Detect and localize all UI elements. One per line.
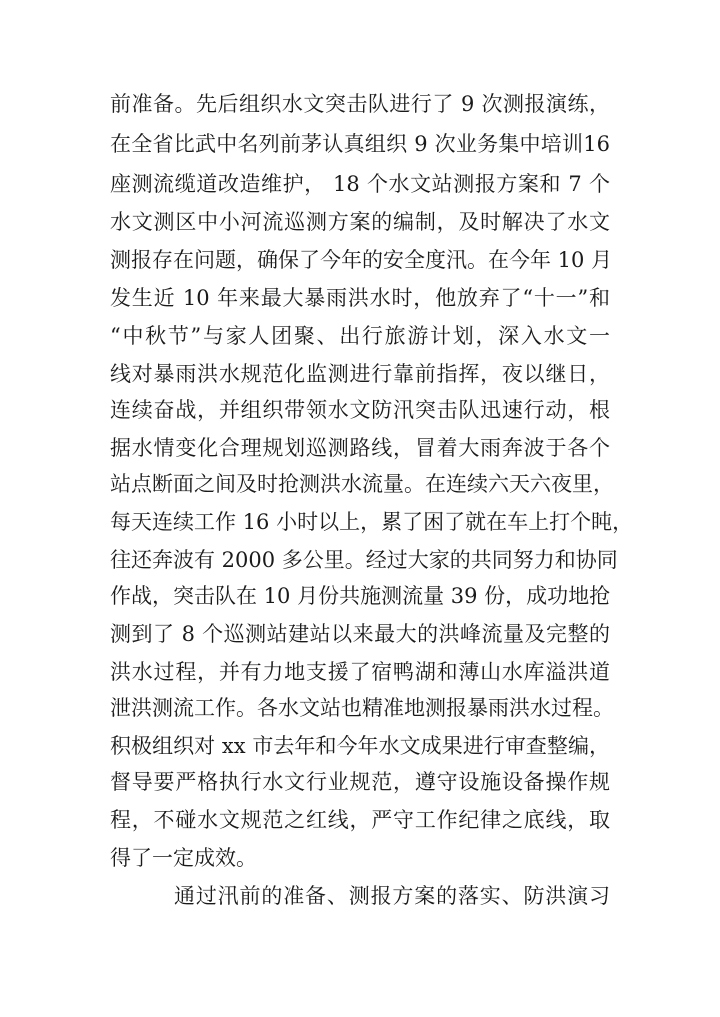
paragraph-start: 通过汛前的准备、测报方案的落实、防洪演习 xyxy=(174,884,610,908)
text-line: 发生近 10 年来最大暴雨洪水时，他放弃了“十一”和 xyxy=(110,286,610,310)
text-line: 测到了 8 个巡测站建站以来最大的洪峰流量及完整的 xyxy=(110,622,610,646)
text-line: 水文测区中小河流巡测方案的编制，及时解决了水文 xyxy=(110,210,610,234)
text-line: 往还奔波有 2000 多公里。经过大家的共同努力和协同 xyxy=(110,548,618,572)
text-line: 得了一定成效。 xyxy=(110,846,257,870)
text-line: 座测流缆道改造维护， 18 个水文站测报方案和 7 个 xyxy=(110,172,610,196)
text-line: 站点断面之间及时抢测洪水流量。在连续六天六夜里， xyxy=(110,472,614,496)
text-line: 前准备。先后组织水文突击队进行了 9 次测报演练， xyxy=(110,92,610,116)
text-line: 督导要严格执行水文行业规范，遵守设施设备操作规 xyxy=(110,770,610,794)
text-line: 程，不碰水文规范之红线，严守工作纪律之底线，取 xyxy=(110,808,610,832)
text-line: “中秋节”与家人团聚、出行旅游计划，深入水文一 xyxy=(110,324,610,348)
text-line: 每天连续工作 16 小时以上，累了困了就在车上打个盹， xyxy=(110,510,634,534)
text-line: 在全省比武中名列前茅认真组织 9 次业务集中培训16 xyxy=(110,132,610,156)
text-line: 线对暴雨洪水规范化监测进行靠前指挥，夜以继日， xyxy=(110,362,610,386)
text-line: 作战，突击队在 10 月份共施测流量 39 份，成功地抢 xyxy=(110,584,611,608)
text-line: 泄洪测流工作。各水文站也精准地测报暴雨洪水过程。 xyxy=(110,696,614,720)
text-line: 测报存在问题，确保了今年的安全度汛。在今年 10 月 xyxy=(110,248,613,272)
text-line: 积极组织对 xx 市去年和今年水文成果进行审查整编， xyxy=(110,734,610,758)
text-line: 洪水过程，并有力地支援了宿鸭湖和薄山水库溢洪道 xyxy=(110,660,610,684)
text-line: 据水情变化合理规划巡测路线，冒着大雨奔波于各个 xyxy=(110,436,610,460)
text-line: 连续奋战，并组织带领水文防汛突击队迅速行动，根 xyxy=(110,398,610,422)
